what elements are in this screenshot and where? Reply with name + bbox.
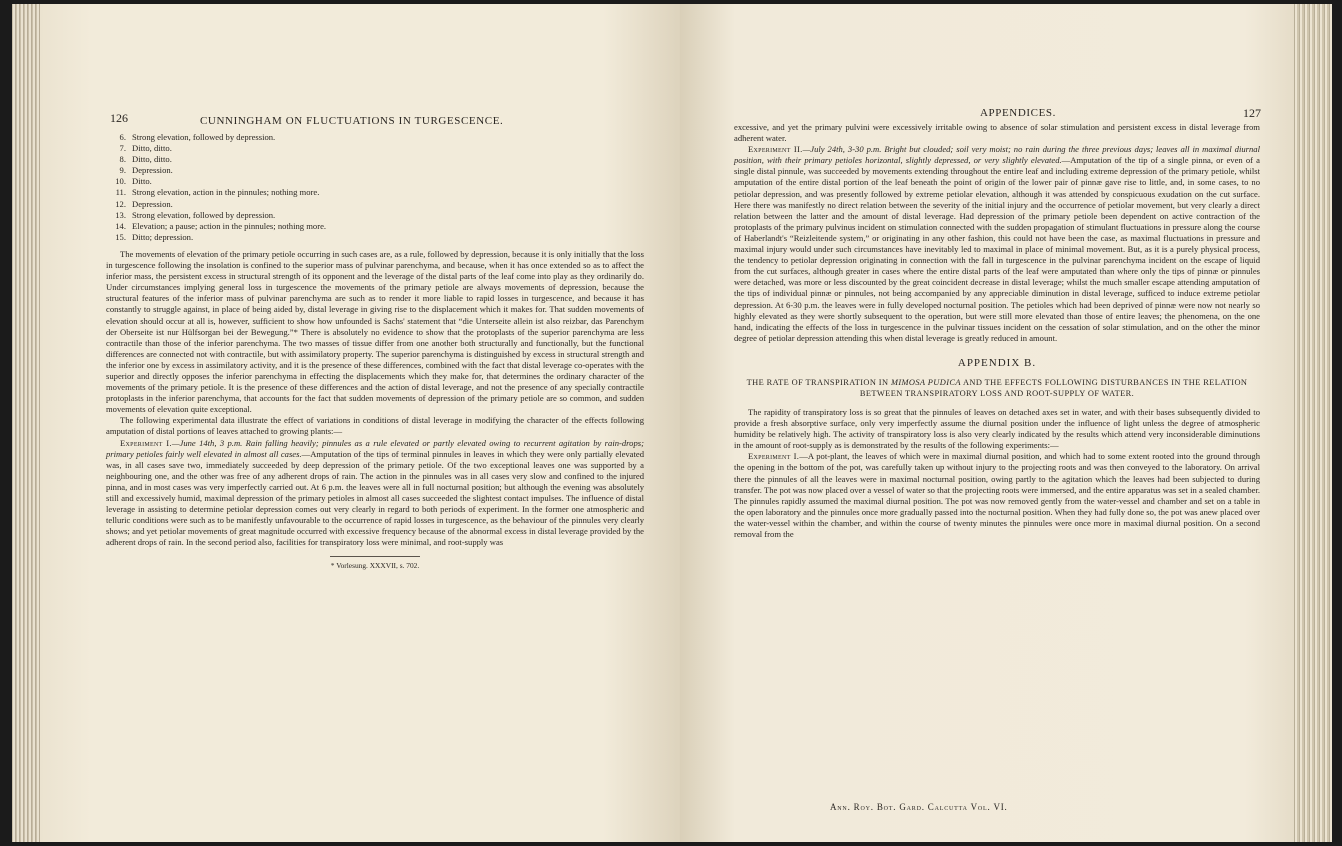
experiment-label: Experiment I. bbox=[120, 437, 172, 448]
experiment-label: Experiment II. bbox=[748, 144, 803, 155]
experiment-body: —Amputation of the tips of terminal pinnules in leaves in which they were only partially elevated was, in all cases save two, immediately succeeded by deep depression of the primary petiole. Of the two exceptional leaves one was supported by a neighbouring one, and the other was free of any adherent drops of rain. The action in the pinnules was in all cases very slow and confined to the injured pinna, and in most cases was very imperfectly carried out. At 6 p.m. the leaves were all in full nocturnal position; but although the evening was absolutely still and excessively humid, maximal depression of the primary petioles in almost all cases succeeded the slightest contact impulses. The influence of distal leverage in assisting to determine petiolar depression comes out very clearly in regard to both periods of experiment. In the former one atmospheric and telluric conditions were such as to be manifestly unfavourable to the occurrence of rapid losses in turgescence, as the behaviour of the pinnules very clearly shows; and yet petiolar movements of great magnitude occurred with excessive frequency because of the abnormal excess in distal leverage provided by the adherent drops of rain. In the second period also, facilities for transpiratory loss were minimal, and root-supply was bbox=[106, 448, 644, 548]
list-item: 12. Depression. bbox=[115, 198, 173, 209]
page-edges-right bbox=[1294, 4, 1332, 842]
experiment-body: —A pot-plant, the leaves of which were in maximal diurnal position, and which had to some extent rooted into the ground through the opening in the bottom of the pot, was carefully taken up without injury to the projecting roots and was then conveyed to the laboratory. On arrival there the pinnules of all the leaves were in maximal nocturnal position, owing partly to the agitation which the leaves had been subjected to during transfer. The pot was now placed over a vessel of water so that the projecting roots were immersed, and the entire apparatus was set in a sealed chamber. The pinnules rapidly assumed the maximal diurnal position. The pot was now removed gently from the water-vessel and chamber and set on a table in the open laboratory and the pinnules once more gradually passed into the nocturnal position. When they had fully done so, the pot was anew placed over the water-vessel within the chamber, and within the course of twenty minutes the pinnules were once more in maximal diurnal position. On a second removal from the bbox=[734, 451, 1260, 539]
list-item: 6. Strong elevation, followed by depression. bbox=[119, 132, 276, 142]
list-item: 15. Ditto; depression. bbox=[115, 231, 194, 242]
experiment-conditions: Rain falling heavily; pinnules as a rule elevated or partly elevated owing to recurrent agitation by rain-drops; primary petioles fairly well elevated in almost all cases. bbox=[106, 437, 644, 459]
list-item: 14. Elevation; a pause; action in the pinnules; nothing more. bbox=[115, 220, 327, 231]
book-spread bbox=[12, 4, 1332, 842]
page-number-right: 127 bbox=[1243, 106, 1261, 120]
experiment-date: —June 14th, 3 p.m. bbox=[171, 437, 243, 448]
list-item: 10. Ditto. bbox=[115, 176, 152, 187]
list-item: 9. Depression. bbox=[119, 165, 173, 176]
left-body bbox=[106, 132, 644, 572]
page-edges-left bbox=[12, 4, 40, 842]
paragraph: The following experimental data illustrate the effect of variations in conditions of distal leverage in modifying the character of the effects following amputation of distal portions of leaves attached to growing plants:— bbox=[106, 415, 644, 437]
running-head-right: APPENDICES. bbox=[980, 107, 1056, 119]
experiment-body: —Amputation of the tip of a single pinna, or even of a single distal pinnule, was succeeded by movements extending throughout the entire leaf and including extreme depression of the primary petiole, whilst amputation of the entire distal portion of the leaf beneath the point of origin of the lower pair of pinnæ gave rise to little, and, in some cases, to no petiolar depression, and was presently followed by extreme petiolar elevation, although it was attended by conspicuous exudation on the cut surface. Here there was manifestly no direct relation between the severity of the initial injury and the occurrence of petiolar movement, but very clearly a direct relation between the latter and the amount of distal leverage. Had depression of the primary petiole been dependent on active contraction of the protoplasts of the primary pulvinus incident on stimulation connected with the sudden propagation of stimulant fluctuations in pressure along the course of Haberlandt's “Reizleitende system,” or originating in any other fashion, this could not have been the case, as maximal fluctuations in pressure and maximal injury would under such circumstances have inevitably led to maximal in place of minimal movement. But, as it is a purely physical process, the tendency to petiolar depression originating in connection with the fall in turgescence in the pulvinar parenchyma incident on the escape of liquid from the cut surfaces, although greater in cases where the entire distal parts of the leaf were amputated than where only the tips of pinnæ or pinnules were detached, was more or less discounted by the great coincident decrease in distal leverage; whilst the much smaller escape attending amputation of the tips of individual pinnæ or pinnules, not being accompanied by any appreciable diminution in distal leverage, sufficed to induce extreme petiolar depression. At 6-30 p.m. the leaves were in fully developed nocturnal position. The petioles which had been deprived of pinnæ were now not nearly so highly elevated as they were shortly subsequent to the operation, but were still more elevated than those of entire leaves; the phenomena, on the one hand, indicating the effects of the loss in turgescence in the pulvinar tissues incident on the cessation of solar stimulation, and on the other the minor degree of petiolar depression attending this when distal leverage is greatly reduced in amount. bbox=[734, 155, 1260, 343]
running-head-left: CUNNINGHAM ON FLUCTUATIONS IN TURGESCENCE. bbox=[200, 115, 504, 127]
right-page bbox=[680, 4, 1294, 842]
observation-list bbox=[106, 132, 644, 243]
footnote: * Vorlesung. XXXVII, s. 702. bbox=[330, 561, 420, 571]
footnote-rule bbox=[330, 556, 420, 557]
experiment-date: —July 24th, 3-30 p.m. bbox=[802, 144, 882, 155]
experiment-paragraph bbox=[106, 438, 644, 549]
experiment-conditions: Bright but clouded; soil very moist; no rain during the three previous days; leaves all in maximal diurnal position, with their primary petioles horizontal, slightly depressed, or very slightly elevated. bbox=[734, 144, 1260, 166]
left-page bbox=[40, 4, 680, 842]
experiment-paragraph bbox=[734, 451, 1260, 540]
page-number-left: 126 bbox=[110, 111, 128, 125]
list-item: 7. Ditto, ditto. bbox=[119, 143, 172, 154]
list-item: 13. Strong elevation, followed by depression. bbox=[115, 209, 276, 220]
experiment-paragraph bbox=[734, 144, 1260, 344]
journal-footer: Ann. Roy. Bot. Gard. Calcutta Vol. VI. bbox=[830, 802, 1008, 812]
right-body bbox=[734, 122, 1260, 540]
appendix-subtitle: THE RATE OF TRANSPIRATION IN MIMOSA PUDICA AND THE EFFECTS FOLLOWING DISTURBANCES IN THE RELATION BETWEEN TRANSPIRATORY LOSS AND ROOT-SUPPLY OF WATER. bbox=[746, 377, 1248, 398]
paragraph: excessive, and yet the primary pulvini were excessively irritable owing to absence of solar stimulation and persistent excess in distal leverage from adherent water. bbox=[734, 122, 1260, 144]
list-item: 11. Strong elevation, action in the pinnules; nothing more. bbox=[115, 187, 320, 198]
paragraph: The rapidity of transpiratory loss is so great that the pinnules of leaves on detached axes set in water, and with their bases subsequently divided to provide a fresh absorptive surface, only very imperfectly assume the diurnal position under the influence of light unless the degree of atmospheric humidity be relatively high. The activity of transpiratory loss is also very clearly indicated by the results which attend very inconsiderable diminutions in the amount of root-supply as is demonstrated by the results of the following experiments:— bbox=[734, 406, 1260, 451]
paragraph: The movements of elevation of the primary petiole occurring in such cases are, as a rule, followed by depression, because it is only initially that the loss in turgescence following the insolation is confined to the superior mass of pulvinar parenchyma, and because, when it has once extended so as to affect the inferior mass, the persistent excess in structural strength of its opponent and the leverage of the distal parts of the leaf come into play as they ordinarily do. Under circumstances implying general loss in turgescence the movements of the primary petiole are always movements of depression, because the structural features of the inferior mass of pulvinar parenchyma are such as to render it more liable to rapid losses in turgescence, and because it has constantly to struggle against, in place of being aided by, distal leverage in giving rise to the displacement which it makes for. That sudden movements of elevation should occur at all is, however, sufficient to show how unfounded is Sachs' statement that “die Unterseite allein ist also reizbar, das Parenchym der Oberseite ist nur Hülfsorgan bei der Bewegung.”* There is absolutely no evidence to show that the protoplasts of the superior parenchyma are less contractile than those of the inferior parenchyma. The two masses of tissue differ from one another both structurally and functionally, but the functional differences are connected not with contractile, but with assimilatory property. The superior parenchyma is distinguished by excess in structural strength and the inferior one by excess in assimilatory activity, and it is the presence of these differences, combined with the fact that distal leverage co-operates with the superior and directly opposes the inferior parenchyma in effecting the displacements which they make for, that determines the ordinary character of the movements of the primary petiole. It is the presence of these differences and the action of distal leverage, and not the presence of any specially contractile protoplasts in the inferior parenchyma, that accounts for the fact that sudden movements of depression of the primary petiole are so common, and sudden movements of elevation quite exceptional. bbox=[106, 248, 644, 415]
appendix-title: APPENDIX B. bbox=[957, 356, 1037, 369]
experiment-label: Experiment I. bbox=[748, 451, 800, 462]
list-item: 8. Ditto, ditto. bbox=[119, 154, 172, 165]
